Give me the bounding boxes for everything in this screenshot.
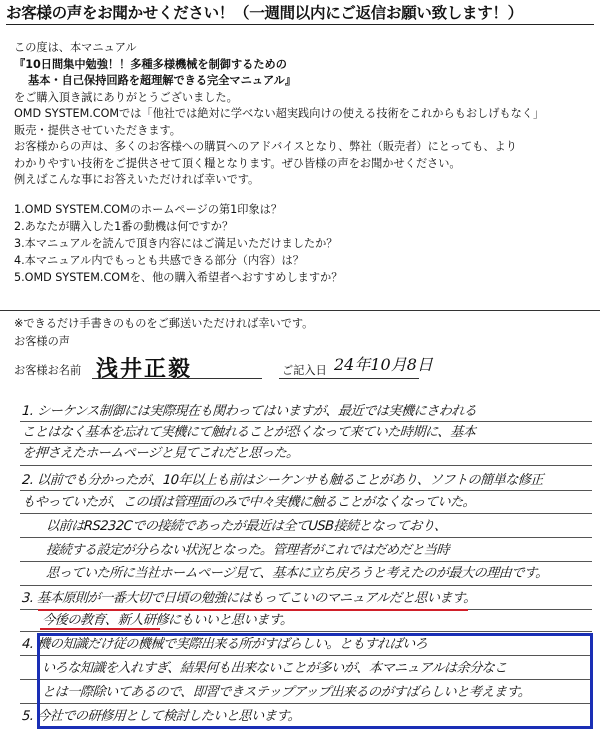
- handwritten-line: 以前はRS232Cでの接続であったが最近は全てUSB接続となっており、: [45, 519, 448, 534]
- question-item: 1.OMD SYSTEM.COMのホームページの第1印象は？: [14, 203, 283, 216]
- question-item: 4.本マニュアル内でもっとも共感できる部分（内容）は？: [14, 254, 304, 267]
- name-label: お客様お名前: [14, 364, 82, 377]
- name-underline: [92, 378, 262, 379]
- handwritten-line: 5. 今社での研修用として検討したいと思います。: [21, 709, 301, 724]
- handwritten-line: 思っていた所に当社ホームページ見て、基本に立ち戻ろうと考えたのが最大の理由です。: [45, 566, 549, 581]
- handwritten-line: 3. 基本原則が一番大切で日頃の勉強にはもってこいのマニュアルだと思います。: [21, 591, 477, 606]
- date-underline: [279, 378, 419, 379]
- voice-section-label: お客様の声: [14, 335, 70, 348]
- intro-line: 例えばこんな事にお答えいただければ幸いです。: [14, 173, 260, 186]
- manual-title-line: 『10日間集中勉強！！多種多様機械を制御するための: [14, 57, 287, 71]
- ruled-line: [20, 513, 592, 514]
- question-list: [14, 201, 594, 286]
- intro-line: をご購入頂き誠にありがとうございました。: [14, 90, 238, 104]
- ruled-line: [20, 490, 592, 491]
- ruled-line: [20, 585, 592, 586]
- intro-text: [14, 40, 594, 189]
- customer-info-row: [14, 352, 574, 380]
- ruled-line: [20, 443, 592, 444]
- section-divider: [0, 310, 600, 311]
- handwritten-line: 2. 以前でも分かったが、10年以上も前はシーケンサも触ることがあり、ソフトの簡単な修正: [21, 473, 544, 488]
- ruled-line: [20, 465, 592, 466]
- handwritten-line: とは一際除いてあるので、即習できステップアップ出来るのがすばらしいと考えます。: [41, 685, 531, 700]
- intro-line: 販売・提供させていただきます。: [14, 123, 181, 137]
- red-underline: [40, 628, 160, 630]
- question-item: 2.あなたが購入した1番の動機は何ですか？: [14, 220, 234, 233]
- intro-line: この度は、本マニュアル: [14, 41, 137, 54]
- notes-block: [14, 316, 313, 350]
- ruled-line: [20, 537, 592, 538]
- intro-line: OMD SYSTEM.COMでは「他社では絶対に学べない超実践向けの使える技術をこれからもおしげもなく」: [14, 107, 545, 120]
- date-label: ご記入日: [282, 364, 327, 377]
- ruled-line: [20, 421, 592, 422]
- handwritten-line: 今後の教育、新人研修にもいいと思います。: [41, 613, 294, 628]
- highlight-box: [37, 633, 593, 729]
- handwritten-line: いろな知識を入れすぎ、結果何も出来ないことが多いが、本マニュアルは余分なこ: [41, 661, 508, 676]
- question-item: 3.本マニュアルを読んで頂き内容にはご満足いただけましたか？: [14, 237, 338, 250]
- form-header: お客様の声をお聞かせください！（一週間以内にご返信お願い致します！）: [6, 2, 594, 25]
- handwritten-line: 1. シーケンス制御には実際現在も関わってはいますが、最近では実機にさわれる: [21, 404, 477, 419]
- manual-title-line: 基本・自己保持回路を超理解できる完全マニュアル』: [28, 74, 297, 87]
- intro-line: お客様からの声は、多くのお客様への購買へのアドバイスとなり、弊社（販売者）にとっても、より: [14, 140, 517, 153]
- handwritten-line: 4. 機の知識だけ従の機械で実際出来る所がすばらしい。ともすればいろ: [21, 637, 428, 652]
- red-underline: [38, 609, 468, 611]
- question-item: 5.OMD SYSTEM.COMを、他の購入希望者へおすすめしますか？: [14, 271, 343, 284]
- ruled-line: [20, 561, 592, 562]
- handwritten-line: 接続する設定が分らない状況となった。管理者がこれではだめだと当時: [45, 543, 450, 558]
- handwritten-line: もやっていたが、この頃は管理面のみで中々実機に触ることがなくなっていた。: [21, 495, 476, 510]
- handwriting-note: ※できるだけ手書きのものをご郵送いただければ幸いです。: [14, 317, 314, 330]
- handwritten-line: を押さえたホームページと見てこれだと思った。: [21, 446, 300, 461]
- entry-date: 24年10月8日: [334, 355, 433, 374]
- handwritten-line: ことはなく基本を忘れて実機にて触れることが恐くなって来ていた時期に、基本: [21, 425, 476, 440]
- ruled-line: [20, 631, 592, 632]
- intro-line: わかりやすい技術をご提供させて頂く糧となります。ぜひ皆様の声をお聞かせください。: [14, 156, 461, 170]
- customer-name: 浅井正毅: [96, 356, 193, 382]
